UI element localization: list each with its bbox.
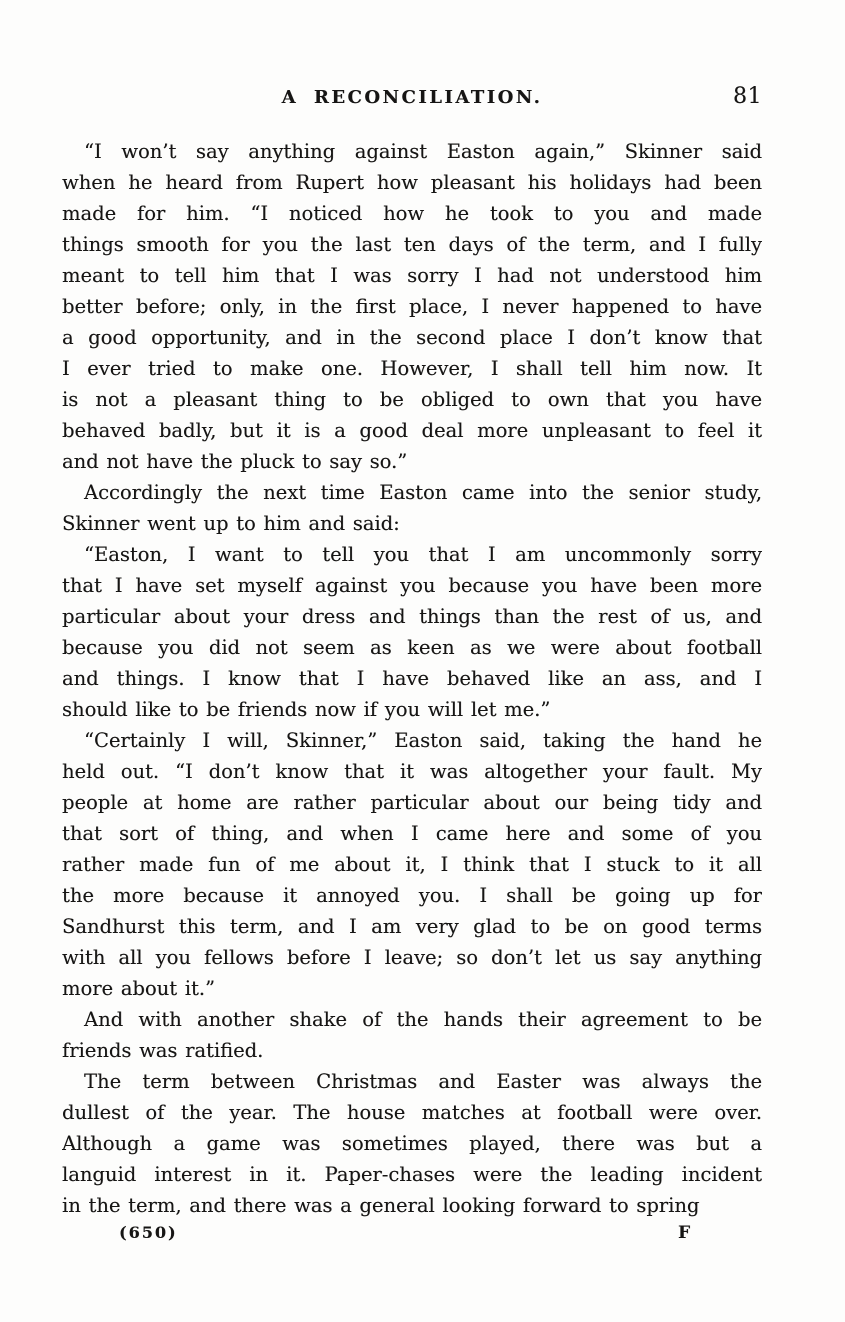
text-line: meant to tell him that I was sorry I had not understood him: [62, 264, 762, 287]
text-line: made for him. “I noticed how he took to you and made: [62, 202, 762, 225]
running-title: A RECONCILIATION.: [281, 87, 543, 108]
text-line: I ever tried to make one. However, I shall tell him now. It: [62, 357, 762, 380]
text-line: And with another shake of the hands their agreement to be: [84, 1008, 762, 1031]
text-line: people at home are rather particular about our being tidy and: [62, 791, 762, 814]
text-line: when he heard from Rupert how pleasant his holidays had been: [62, 171, 762, 194]
text-line: and not have the pluck to say so.”: [62, 450, 408, 473]
page-footer: [0, 1223, 845, 1243]
text-line: “Certainly I will, Skinner,” Easton said, taking the hand he: [84, 729, 762, 752]
text-line: “I won’t say anything against Easton again,” Skinner said: [84, 140, 762, 163]
text-line: “Easton, I want to tell you that I am uncommonly sorry: [84, 543, 762, 566]
text-line: The term between Christmas and Easter was always the: [84, 1070, 762, 1093]
text-line: friends was ratified.: [62, 1039, 264, 1062]
text-line: held out. “I don’t know that it was altogether your fault. My: [62, 760, 762, 783]
text-line: is not a pleasant thing to be obliged to own that you have: [62, 388, 762, 411]
text-line: because you did not seem as keen as we were about football: [62, 636, 762, 659]
paragraph: [62, 539, 762, 725]
paragraph: [62, 725, 762, 1004]
text-line: particular about your dress and things than the rest of us, and: [62, 605, 762, 628]
text-body: [62, 136, 762, 1221]
text-line: and things. I know that I have behaved like an ass, and I: [62, 667, 762, 690]
text-line: Accordingly the next time Easton came into the senior study,: [84, 481, 762, 504]
text-line: the more because it annoyed you. I shall be going up for: [62, 884, 762, 907]
gathering-letter: F: [678, 1223, 691, 1243]
paragraph: [62, 1004, 762, 1066]
text-line: Although a game was sometimes played, there was but a: [62, 1132, 762, 1155]
text-line: rather made fun of me about it, I think that I stuck to it all: [62, 853, 762, 876]
signature-mark: (650): [119, 1223, 178, 1242]
text-line: that sort of thing, and when I came here and some of you: [62, 822, 762, 845]
text-line: languid interest in it. Paper-chases were the leading incident: [62, 1163, 762, 1186]
text-line: more about it.”: [62, 977, 215, 1000]
text-line: Sandhurst this term, and I am very glad to be on good terms: [62, 915, 762, 938]
text-line: a good opportunity, and in the second place I don’t know that: [62, 326, 762, 349]
text-line: things smooth for you the last ten days of the term, and I fully: [62, 233, 762, 256]
text-line: with all you fellows before I leave; so don’t let us say anything: [62, 946, 762, 969]
text-line: behaved badly, but it is a good deal more unpleasant to feel it: [62, 419, 762, 442]
text-line: in the term, and there was a general looking forward to spring: [62, 1194, 700, 1217]
paragraph: [62, 1066, 762, 1221]
text-line: dullest of the year. The house matches at football were over.: [62, 1101, 762, 1124]
paragraph: [62, 136, 762, 477]
paragraph: [62, 477, 762, 539]
text-line: better before; only, in the first place, I never happened to have: [62, 295, 762, 318]
text-line: should like to be friends now if you will let me.”: [62, 698, 551, 721]
page-number: 81: [733, 84, 762, 109]
text-line: Skinner went up to him and said:: [62, 512, 400, 535]
page-header: [62, 84, 762, 108]
text-line: that I have set myself against you because you have been more: [62, 574, 762, 597]
